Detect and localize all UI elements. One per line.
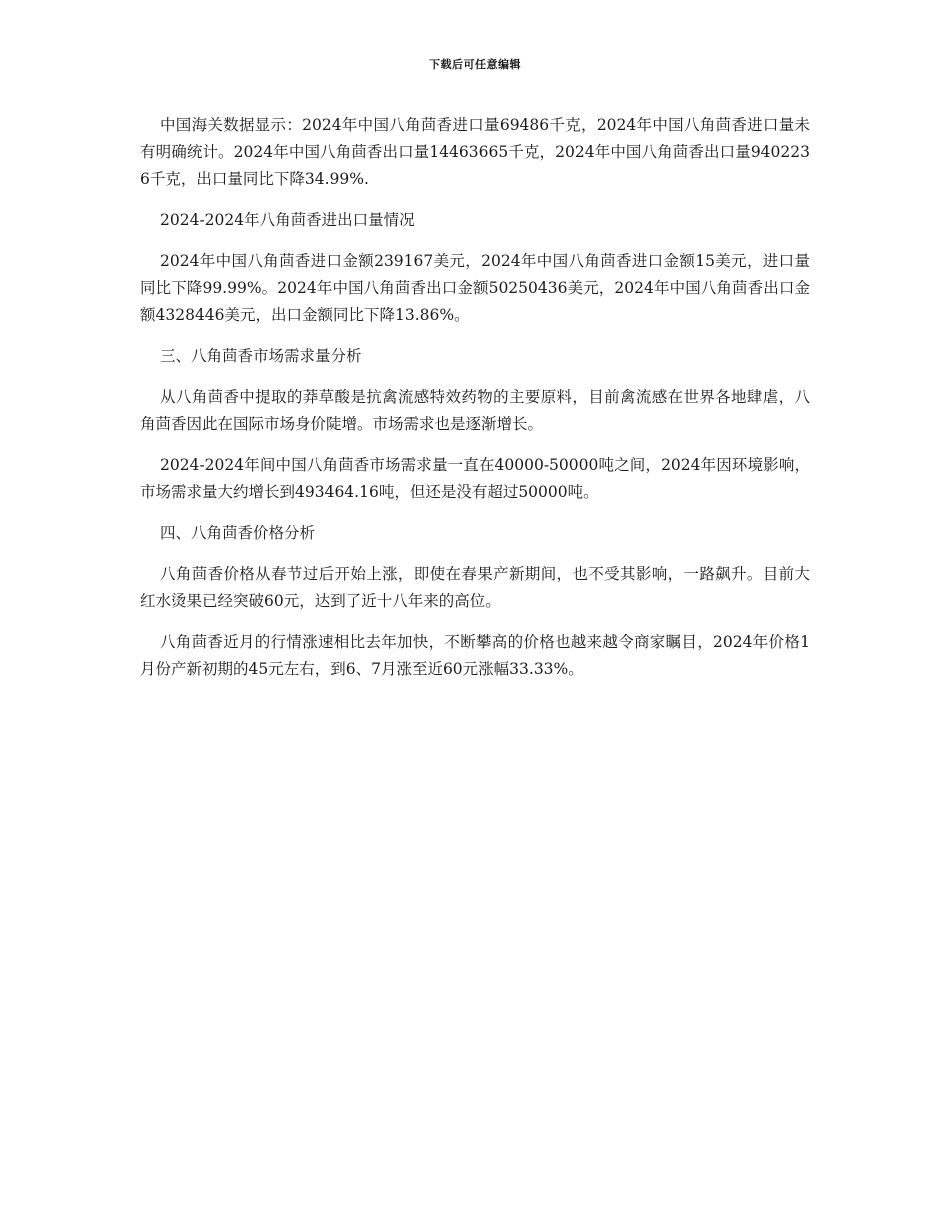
section-heading-demand: 三、八角茴香市场需求量分析 xyxy=(160,347,362,365)
subheading-import-export-volume: 2024-2024年八角茴香进出口量情况 xyxy=(160,211,415,229)
paragraph-market-demand: 2024-2024年间中国八角茴香市场需求量一直在40000-50000吨之间，2024年因环境影响，市场需求量大约增长到493464.16吨，但还是没有超过50000吨。 xyxy=(140,456,810,501)
paragraph-import-export-amount: 2024年中国八角茴香进口金额239167美元，2024年中国八角茴香进口金额15美元，进口量同比下降99.99%。2024年中国八角茴香出口金额50250436美元，2024年中国八角茴香出口金额4328446美元，出口金额同比下降13.86%。 xyxy=(140,252,810,324)
paragraph-price-rise: 八角茴香价格从春节过后开始上涨，即使在春果产新期间，也不受其影响，一路飙升。目前大红水烫果已经突破60元，达到了近十八年来的高位。 xyxy=(140,565,810,610)
page-header: 下载后可任意编辑 xyxy=(429,58,521,71)
section-heading-price: 四、八角茴香价格分析 xyxy=(160,524,316,542)
document-body xyxy=(140,112,810,697)
paragraph-customs-volume: 中国海关数据显示：2024年中国八角茴香进口量69486千克，2024年中国八角茴香进口量未有明确统计。2024年中国八角茴香出口量14463665千克，2024年中国八角茴香出口量9402236千克，出口量同比下降34.99%. xyxy=(140,116,810,188)
paragraph-price-trend: 八角茴香近月的行情涨速相比去年加快，不断攀高的价格也越来越令商家瞩目，2024年价格1月份产新初期的45元左右，到6、7月涨至近60元涨幅33.33%。 xyxy=(140,633,810,678)
paragraph-shikimic-acid: 从八角茴香中提取的莽草酸是抗禽流感特效药物的主要原料，目前禽流感在世界各地肆虐，八角茴香因此在国际市场身价陡增。市场需求也是逐渐增长。 xyxy=(140,388,810,433)
